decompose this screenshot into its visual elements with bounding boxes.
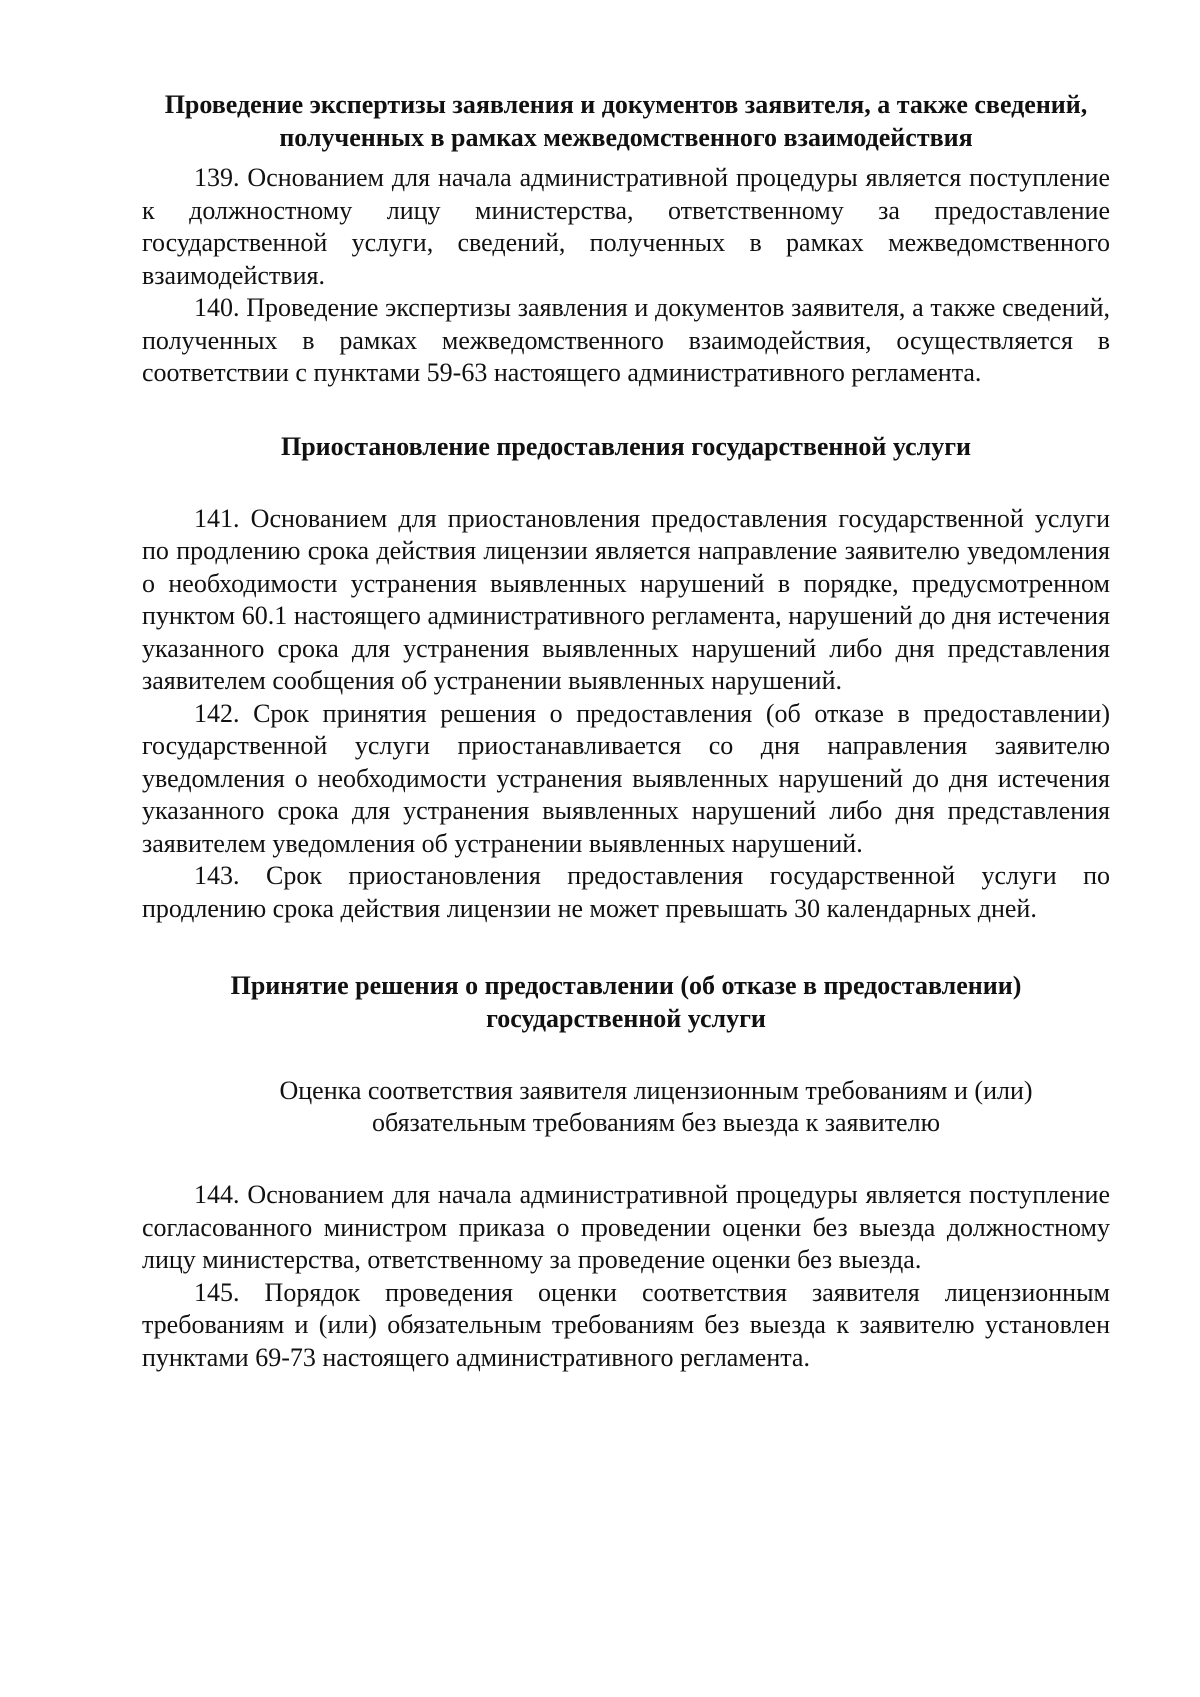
paragraph-144: 144. Основанием для начала административной процедуры является поступление согласованного министром приказа о проведении оценки без выезда должностному лицу министерства, ответственному за проведение оценки без выезда. (142, 1180, 1110, 1274)
paragraph-140: 140. Проведение экспертизы заявления и документов заявителя, а также сведений, полученных в рамках межведомственного взаимодействия, осуществляется в соответствии с пунктами 59-63 настоящего административного регламента. (142, 293, 1110, 387)
section-heading-expertise: Проведение экспертизы заявления и документов заявителя, а также сведений, полученных в рамках межведомственного взаимодействия (164, 90, 1088, 152)
paragraph-141: 141. Основанием для приостановления предоставления государственной услуги по продлению срока действия лицензии является направление заявителю уведомления о необходимости устранения выявленных нарушений в порядке, предусмотренном пунктом 60.1 настоящего административного регламента, нарушений до дня истечения указанного срока для устранения выявленных нарушений либо дня представления заявителем сообщения об устранении выявленных нарушений. (142, 503, 1110, 695)
document-page (142, 88, 1110, 1374)
section-body-suspension (142, 503, 1110, 926)
paragraph-145: 145. Порядок проведения оценки соответствия заявителя лицензионным требованиям и (или) обязательным требованиям без выезда к заявителю установлен пунктами 69-73 настоящего административного регламента. (142, 1277, 1110, 1372)
section-heading-decision: Принятие решения о предоставлении (об отказе в предоставлении) государственной услуги (230, 971, 1022, 1033)
paragraph-142: 142. Срок принятия решения о предоставления (об отказе в предоставлении) государственной услуги приостанавливается со дня направления заявителю уведомления о необходимости устранения выявленных нарушений до дня истечения указанного срока для устранения выявленных нарушений либо дня представления заявителем уведомления об устранении выявленных нарушений. (142, 698, 1110, 858)
section-subheading-assessment: Оценка соответствия заявителя лицензионным требованиям и (или) обязательным требованиям без выезда к заявителю (279, 1076, 1033, 1137)
section-heading-suspension: Приостановление предоставления государственной услуги (280, 431, 971, 461)
paragraph-139: 139. Основанием для начала административной процедуры является поступление к должностному лицу министерства, ответственному за предоставление государственной услуги, сведений, полученных в рамках межведомственного взаимодействия. (142, 163, 1110, 290)
section-body-decision (142, 1179, 1110, 1374)
section-body-expertise (142, 162, 1110, 390)
paragraph-143: 143. Срок приостановления предоставления государственной услуги по продлению срока действия лицензии не может превышать 30 календарных дней. (142, 861, 1110, 923)
